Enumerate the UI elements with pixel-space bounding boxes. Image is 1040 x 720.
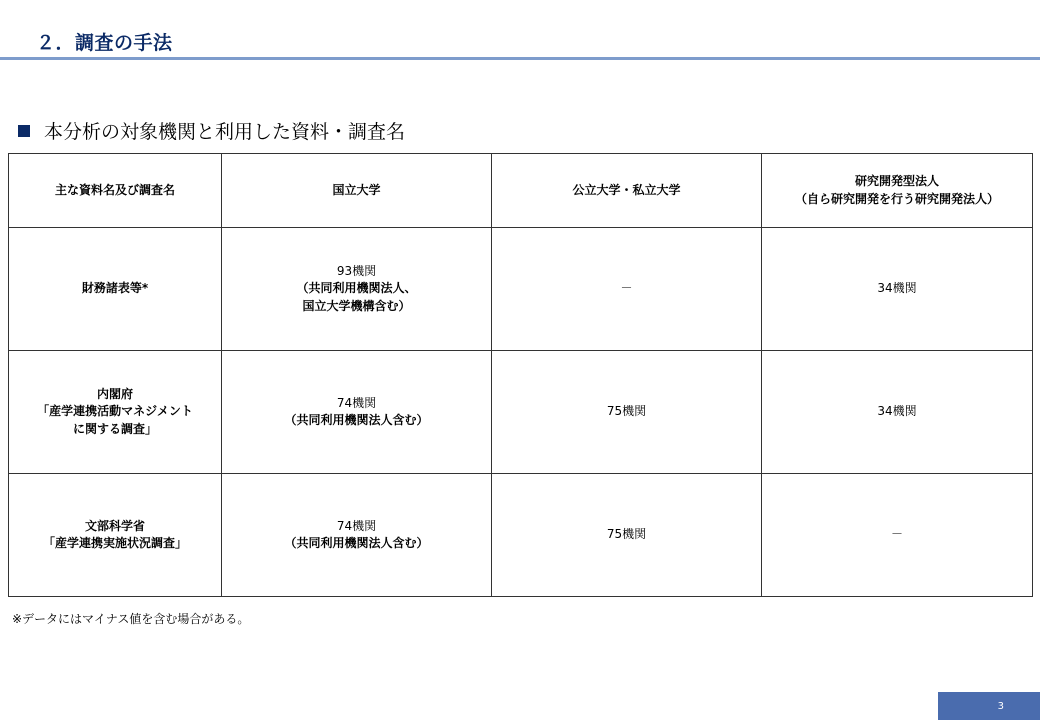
row-label-line: に関する調査」 xyxy=(72,421,157,436)
research-corporations-cell xyxy=(762,474,1033,597)
square-bullet-icon xyxy=(18,125,30,137)
public-private-universities-cell xyxy=(492,228,762,351)
row-label-line: 財務諸表等* xyxy=(81,281,149,296)
cell-line: 34機関 xyxy=(877,281,917,296)
cell-line: 国立大学機構含む） xyxy=(302,298,411,313)
research-corporations-cell xyxy=(762,228,1033,351)
cell-line: 74機関 xyxy=(336,518,377,533)
table-row xyxy=(9,351,1033,474)
institutions-table xyxy=(8,153,1033,597)
table-header-row xyxy=(9,154,1033,228)
page-number: 3 xyxy=(938,692,1040,720)
cell-line: （共同利用機関法人含む） xyxy=(284,413,429,427)
slide-title: ２．調査の手法 xyxy=(36,32,173,54)
cell-line: － xyxy=(890,527,903,542)
row-label-line: 内閣府 xyxy=(96,386,133,401)
cell-line: 34機関 xyxy=(877,404,917,419)
section-heading xyxy=(18,117,405,144)
public-private-universities-cell xyxy=(492,474,762,597)
row-label-line: 「産学連携実施状況調査」 xyxy=(42,536,187,550)
row-label-line: 文部科学省 xyxy=(84,518,145,533)
table-row xyxy=(9,474,1033,597)
public-private-universities-cell xyxy=(492,351,762,474)
cell-line: （共同利用機関法人含む） xyxy=(284,536,429,550)
cell-line: 75機関 xyxy=(606,527,647,542)
row-label xyxy=(9,228,222,351)
cell-line: 93機関 xyxy=(336,263,377,278)
header-line: （自ら研究開発を行う研究開発法人） xyxy=(794,191,999,206)
header-research-corporations xyxy=(762,154,1033,228)
row-label-line: 「産学連携活動マネジメント xyxy=(37,404,193,419)
cell-line: （共同利用機関法人、 xyxy=(296,281,417,296)
header-line: 研究開発型法人 xyxy=(854,174,939,189)
row-label xyxy=(9,474,222,597)
national-universities-cell xyxy=(222,351,492,474)
header-line: 主な資料名及び調査名 xyxy=(54,182,175,197)
header-national-universities xyxy=(222,154,492,228)
footnote: ※データにはマイナス値を含む場合がある。 xyxy=(12,612,250,626)
header-line: 国立大学 xyxy=(332,182,381,197)
section-heading-text: 本分析の対象機関と利用した資料・調査名 xyxy=(44,121,406,143)
cell-line: － xyxy=(620,281,633,296)
research-corporations-cell xyxy=(762,351,1033,474)
cell-line: 74機関 xyxy=(336,395,377,410)
table-row xyxy=(9,228,1033,351)
header-public-private-universities xyxy=(492,154,762,228)
cell-line: 75機関 xyxy=(606,404,647,419)
row-label xyxy=(9,351,222,474)
national-universities-cell xyxy=(222,474,492,597)
header-source-name xyxy=(9,154,222,228)
national-universities-cell xyxy=(222,228,492,351)
title-divider xyxy=(0,57,1040,60)
header-line: 公立大学・私立大学 xyxy=(572,182,681,197)
